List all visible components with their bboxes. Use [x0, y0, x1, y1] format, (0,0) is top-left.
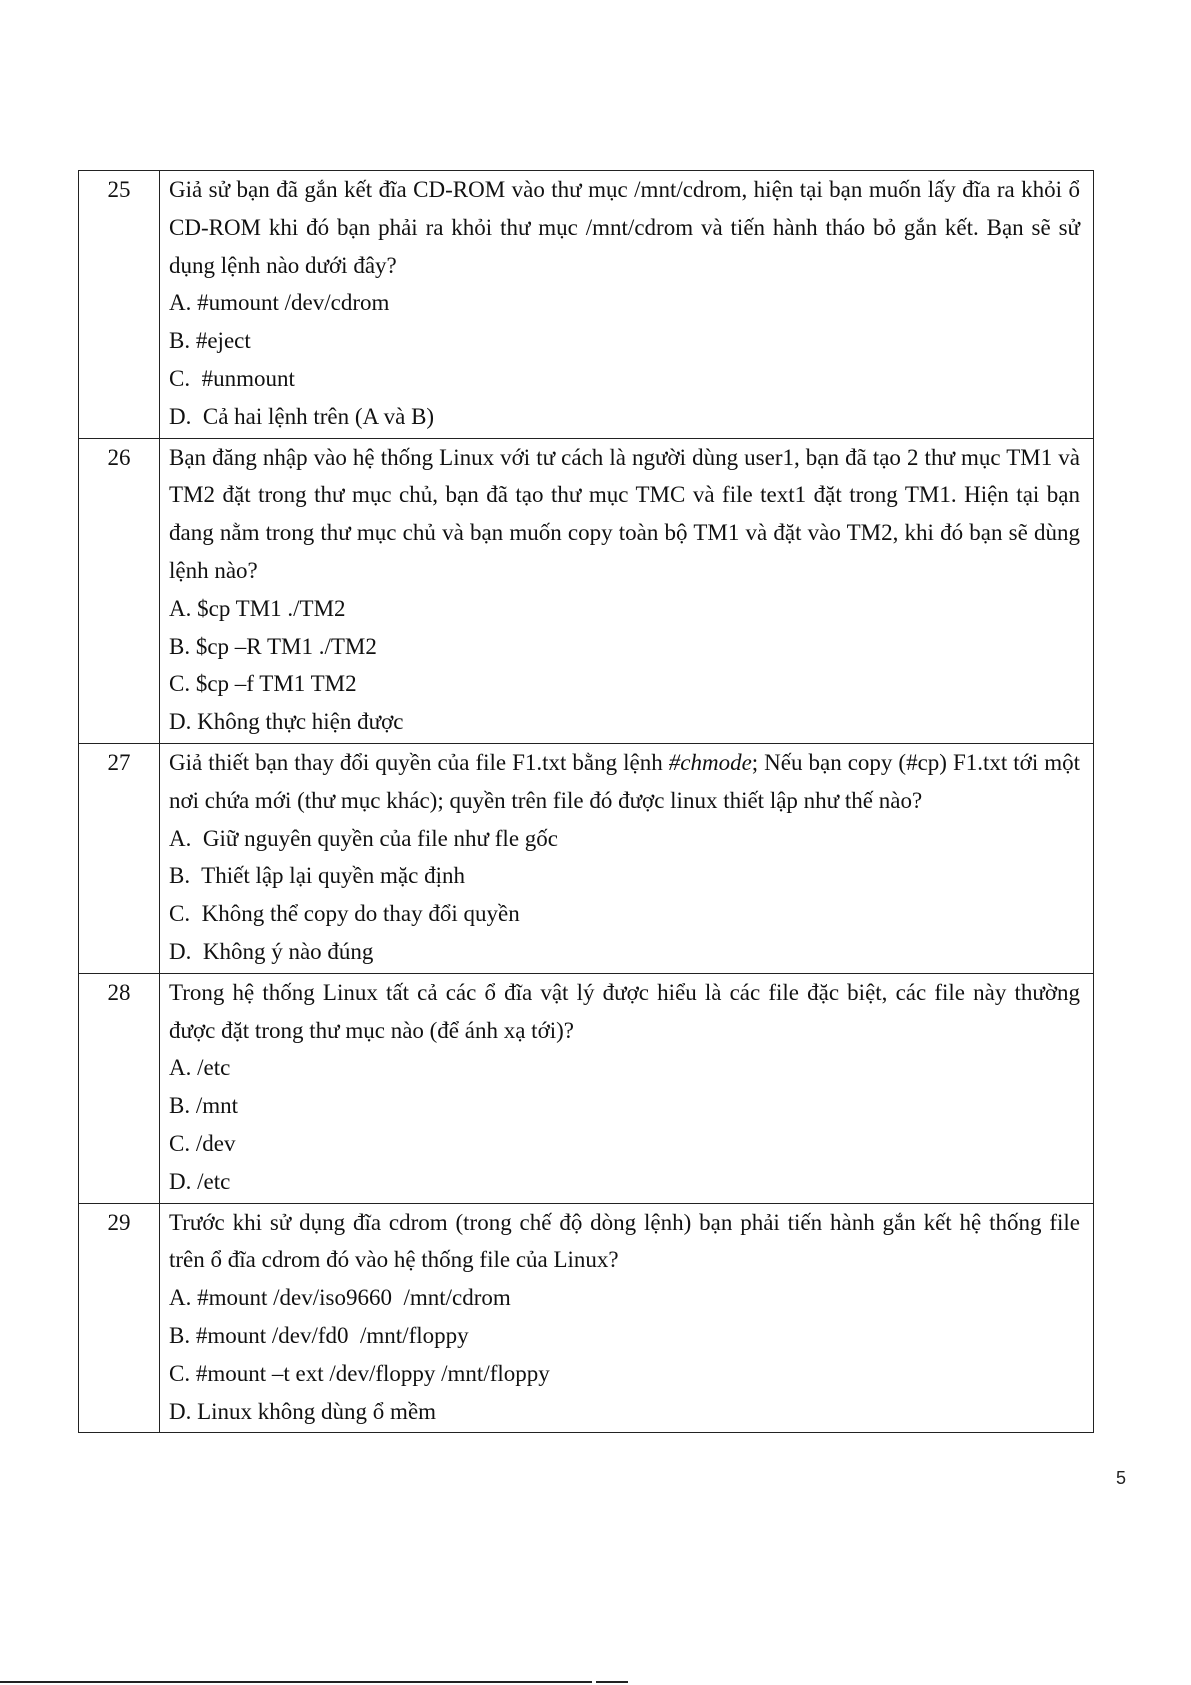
- answer-option: C. Không thể copy do thay đổi quyền: [169, 901, 520, 927]
- answer-option: D. Không thực hiện được: [169, 709, 404, 735]
- question-number: 29: [79, 1203, 160, 1433]
- question-body: [160, 973, 1094, 1203]
- answer-option: A. #mount /dev/iso9660 /mnt/cdrom: [169, 1285, 511, 1311]
- answer-option: C. $cp –f TM1 TM2: [169, 671, 357, 697]
- question-number: 26: [79, 438, 160, 743]
- answer-option: A. Giữ nguyên quyền của file như fle gốc: [169, 825, 558, 851]
- question-text: Trong hệ thống Linux tất cả các ổ đĩa vật lý được hiểu là các file đặc biệt, các file này thường được đặt trong thư mục nào (để ánh xạ tới)?: [169, 979, 1080, 1043]
- answer-option: B. Thiết lập lại quyền mặc định: [169, 863, 465, 889]
- answer-option: A. /etc: [169, 1055, 231, 1081]
- question-row: [79, 973, 1094, 1203]
- question-row: [79, 743, 1094, 973]
- question-text: Giả sử bạn đã gắn kết đĩa CD-ROM vào thư mục /mnt/cdrom, hiện tại bạn muốn lấy đĩa ra khỏi ổ CD-ROM khi đó bạn phải ra khỏi thư mục /mnt/cdrom và tiến hành tháo bỏ gắn kết. Bạn sẽ sử dụng lệnh nào dưới đây?: [169, 177, 1080, 278]
- question-number: 28: [79, 973, 160, 1203]
- question-text: [169, 744, 1080, 820]
- question-row: [79, 171, 1094, 439]
- answer-option: D. Không ý nào đúng: [169, 938, 374, 964]
- question-table: [78, 170, 1094, 1433]
- footer-divider: [0, 1681, 592, 1683]
- answer-option: C. #mount –t ext /dev/floppy /mnt/floppy: [169, 1360, 550, 1386]
- answer-option: B. #eject: [169, 328, 251, 354]
- question-number: 27: [79, 743, 160, 973]
- question-body: [160, 1203, 1094, 1433]
- answer-option: B. /mnt: [169, 1093, 239, 1119]
- question-row: [79, 438, 1094, 743]
- page-number: 5: [1116, 1468, 1127, 1488]
- answer-option: D. Cả hai lệnh trên (A và B): [169, 403, 435, 429]
- question-text-part: ; Nếu bạn copy (#cp) F1.txt tới một nơi chứa mới (thư mục khác); quyền trên file đó được linux thiết lập như thế nào?: [169, 749, 1081, 813]
- answer-option: D. /etc: [169, 1168, 231, 1194]
- answer-option: A. $cp TM1 ./TM2: [169, 595, 346, 621]
- question-text: Trước khi sử dụng đĩa cdrom (trong chế độ dòng lệnh) bạn phải tiến hành gắn kết hệ thống file trên ổ đĩa cdrom đó vào hệ thống file của Linux?: [169, 1209, 1080, 1273]
- answer-option: B. #mount /dev/fd0 /mnt/floppy: [169, 1322, 469, 1348]
- question-body: [160, 171, 1094, 439]
- question-body: [160, 438, 1094, 743]
- question-row: [79, 1203, 1094, 1433]
- answer-option: D. Linux không dùng ổ mềm: [169, 1398, 437, 1424]
- question-text-part: Giả thiết bạn thay đổi quyền của file F1.txt bằng lệnh: [169, 749, 669, 775]
- question-number: 25: [79, 171, 160, 439]
- answer-option: C. #unmount: [169, 365, 295, 391]
- answer-option: C. /dev: [169, 1130, 236, 1156]
- answer-option: B. $cp –R TM1 ./TM2: [169, 633, 377, 659]
- footer-divider: [596, 1681, 628, 1683]
- question-text: Bạn đăng nhập vào hệ thống Linux với tư cách là người dùng user1, bạn đã tạo 2 thư mục TM1 và TM2 đặt trong thư mục chủ, bạn đã tạo thư mục TMC và file text1 đặt trong TM1. Hiện tại bạn đang nằm trong thư mục chủ và bạn muốn copy toàn bộ TM1 và đặt vào TM2, khi đó bạn sẽ dùng lệnh nào?: [169, 444, 1080, 583]
- answer-option: A. #umount /dev/cdrom: [169, 290, 390, 316]
- command-name: #chmode: [668, 749, 752, 775]
- question-body: [160, 743, 1094, 973]
